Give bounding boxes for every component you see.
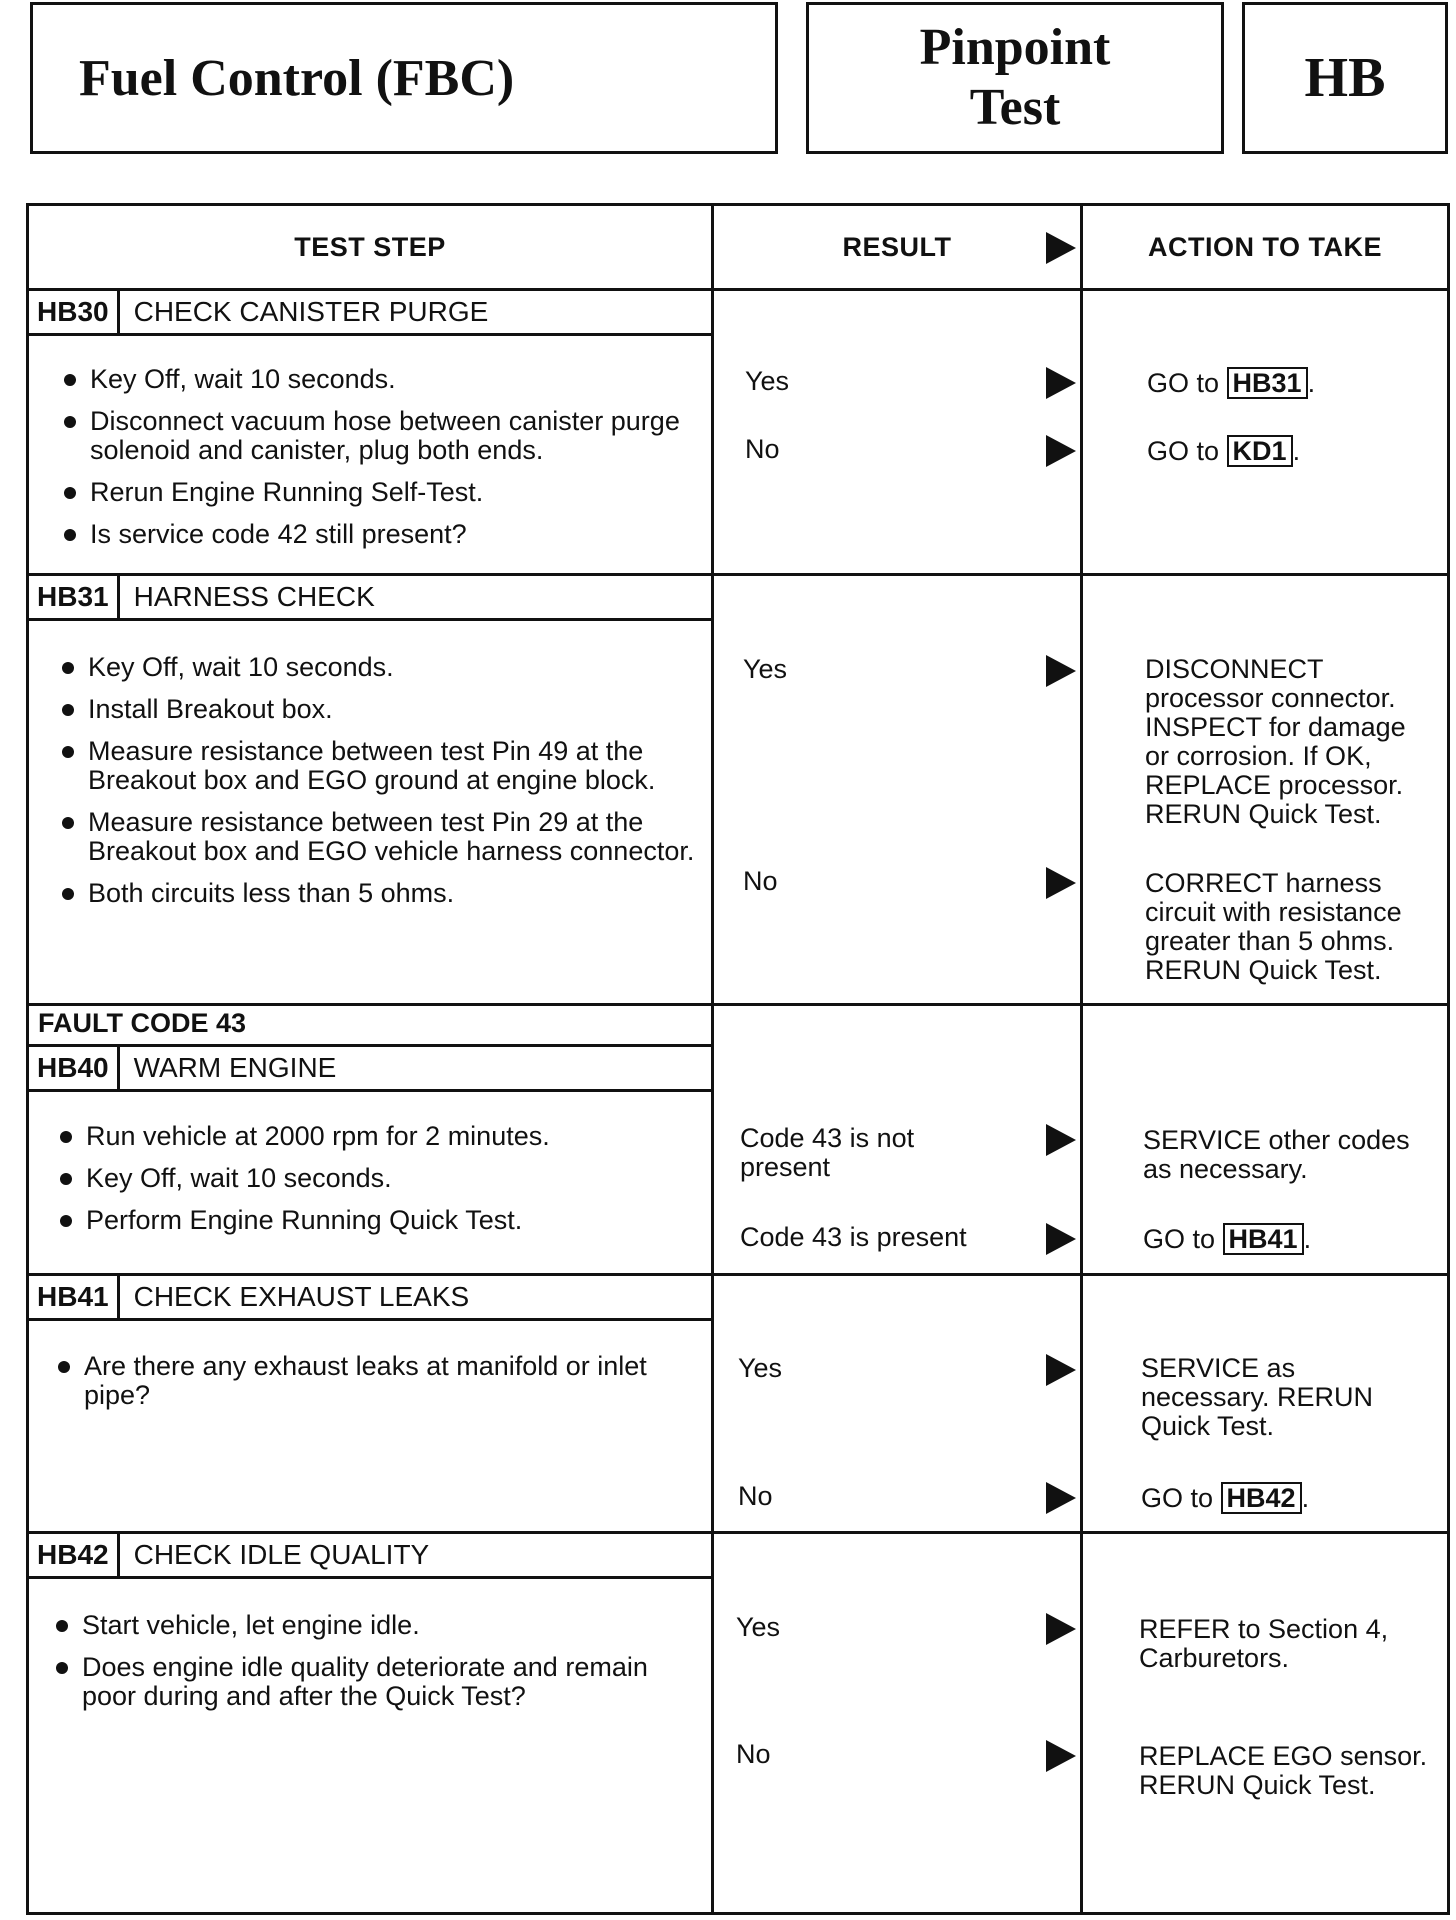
column-header-action: ACTION TO TAKE	[1148, 231, 1382, 262]
action-suffix: .	[1301, 1483, 1310, 1513]
list-item: Perform Engine Running Quick Test.	[58, 1206, 698, 1235]
result-label: Yes	[745, 366, 790, 396]
fault-code-label: FAULT CODE 43	[38, 1008, 247, 1038]
step-header-hb40	[26, 1044, 714, 1092]
step-header-hb31	[26, 573, 714, 621]
step-title: WARM ENGINE	[133, 1052, 337, 1083]
action-text	[1141, 1482, 1309, 1514]
step-title: CHECK CANISTER PURGE	[133, 296, 489, 327]
goto-step-link[interactable]: HB41	[1223, 1223, 1304, 1255]
step-id: HB41	[29, 1276, 120, 1318]
pinpoint-line-2: Test	[969, 79, 1061, 136]
action-text: REPLACE EGO sensor. RERUN Quick Test.	[1139, 1741, 1428, 1800]
result-label: Code 43 is not present	[740, 1123, 915, 1182]
step-instructions-hb30	[62, 365, 702, 562]
column-divider	[1080, 203, 1083, 1915]
result-label: Yes	[743, 654, 788, 684]
result-arrow-icon	[1046, 1223, 1076, 1255]
step-title: CHECK IDLE QUALITY	[133, 1539, 430, 1570]
goto-step-link[interactable]: HB42	[1221, 1482, 1302, 1514]
step-header-hb42	[26, 1531, 714, 1579]
list-item: Install Breakout box.	[60, 695, 700, 724]
result-arrow-icon	[1046, 367, 1076, 399]
step-title: HARNESS CHECK	[133, 581, 375, 612]
step-header-hb41	[26, 1273, 714, 1321]
step-id: HB31	[29, 576, 120, 618]
page-title	[30, 2, 778, 154]
action-suffix: .	[1303, 1224, 1312, 1254]
action-text	[1147, 435, 1300, 467]
goto-label: GO to	[1147, 436, 1220, 466]
pinpoint-test-box	[806, 2, 1224, 154]
list-item: Key Off, wait 10 seconds.	[62, 365, 702, 394]
list-item: Start vehicle, let engine idle.	[54, 1611, 694, 1640]
column-header-test-step: TEST STEP	[294, 231, 446, 262]
step-header-hb30	[26, 288, 714, 336]
result-arrow-icon	[1046, 1613, 1076, 1645]
result-label: Code 43 is present	[740, 1222, 967, 1252]
result-arrow-icon	[1046, 232, 1076, 264]
list-item: Key Off, wait 10 seconds.	[60, 653, 700, 682]
step-id: HB40	[29, 1047, 120, 1089]
step-instructions-hb40	[58, 1122, 698, 1248]
list-item: Measure resistance between test Pin 49 at the Breakout box and EGO ground at engine block.	[60, 737, 700, 795]
row-divider	[26, 1003, 1450, 1006]
list-item: Rerun Engine Running Self-Test.	[62, 478, 702, 507]
step-instructions-hb41	[56, 1352, 696, 1423]
column-header-result: RESULT	[842, 231, 952, 262]
test-code: HB	[1304, 47, 1386, 109]
goto-step-link[interactable]: KD1	[1227, 435, 1293, 467]
list-item: Run vehicle at 2000 rpm for 2 minutes.	[58, 1122, 698, 1151]
step-title: CHECK EXHAUST LEAKS	[133, 1281, 470, 1312]
list-item: Disconnect vacuum hose between canister purge solenoid and canister, plug both ends.	[62, 407, 702, 465]
action-text	[1143, 1223, 1311, 1255]
result-arrow-icon	[1046, 1740, 1076, 1772]
pinpoint-line-1: Pinpoint	[919, 19, 1111, 76]
list-item: Both circuits less than 5 ohms.	[60, 879, 700, 908]
action-text: CORRECT harness circuit with resistance greater than 5 ohms. RERUN Quick Test.	[1145, 868, 1402, 985]
result-label: No	[743, 866, 778, 896]
result-label: Yes	[736, 1612, 781, 1642]
list-item: Is service code 42 still present?	[62, 520, 702, 549]
list-item: Are there any exhaust leaks at manifold or inlet pipe?	[56, 1352, 696, 1410]
result-label: No	[736, 1739, 771, 1769]
goto-label: GO to	[1141, 1483, 1214, 1513]
action-text	[1147, 367, 1315, 399]
result-label: Yes	[738, 1353, 783, 1383]
step-instructions-hb31	[60, 653, 700, 921]
action-text: DISCONNECT processor connector. INSPECT for damage or corrosion. If OK, REPLACE processor. RERUN Quick Test.	[1145, 654, 1406, 829]
action-suffix: .	[1292, 436, 1301, 466]
action-text: SERVICE as necessary. RERUN Quick Test.	[1141, 1353, 1374, 1441]
list-item: Does engine idle quality deteriorate and remain poor during and after the Quick Test?	[54, 1653, 694, 1711]
action-suffix: .	[1307, 368, 1316, 398]
result-arrow-icon	[1046, 1482, 1076, 1514]
result-arrow-icon	[1046, 1124, 1076, 1156]
result-arrow-icon	[1046, 1354, 1076, 1386]
step-instructions-hb42	[54, 1611, 694, 1724]
goto-label: GO to	[1147, 368, 1220, 398]
page-title-text: Fuel Control (FBC)	[79, 49, 515, 107]
goto-step-link[interactable]: HB31	[1227, 367, 1308, 399]
result-arrow-icon	[1046, 435, 1076, 467]
list-item: Key Off, wait 10 seconds.	[58, 1164, 698, 1193]
goto-label: GO to	[1143, 1224, 1216, 1254]
step-id: HB42	[29, 1534, 120, 1576]
step-id: HB30	[29, 291, 120, 333]
result-label: No	[738, 1481, 773, 1511]
test-code-box	[1242, 2, 1448, 154]
action-text: SERVICE other codes as necessary.	[1143, 1125, 1410, 1184]
result-label: No	[745, 434, 780, 464]
list-item: Measure resistance between test Pin 29 at the Breakout box and EGO vehicle harness connector.	[60, 808, 700, 866]
action-text: REFER to Section 4, Carburetors.	[1139, 1614, 1389, 1673]
result-arrow-icon	[1046, 867, 1076, 899]
result-arrow-icon	[1046, 655, 1076, 687]
